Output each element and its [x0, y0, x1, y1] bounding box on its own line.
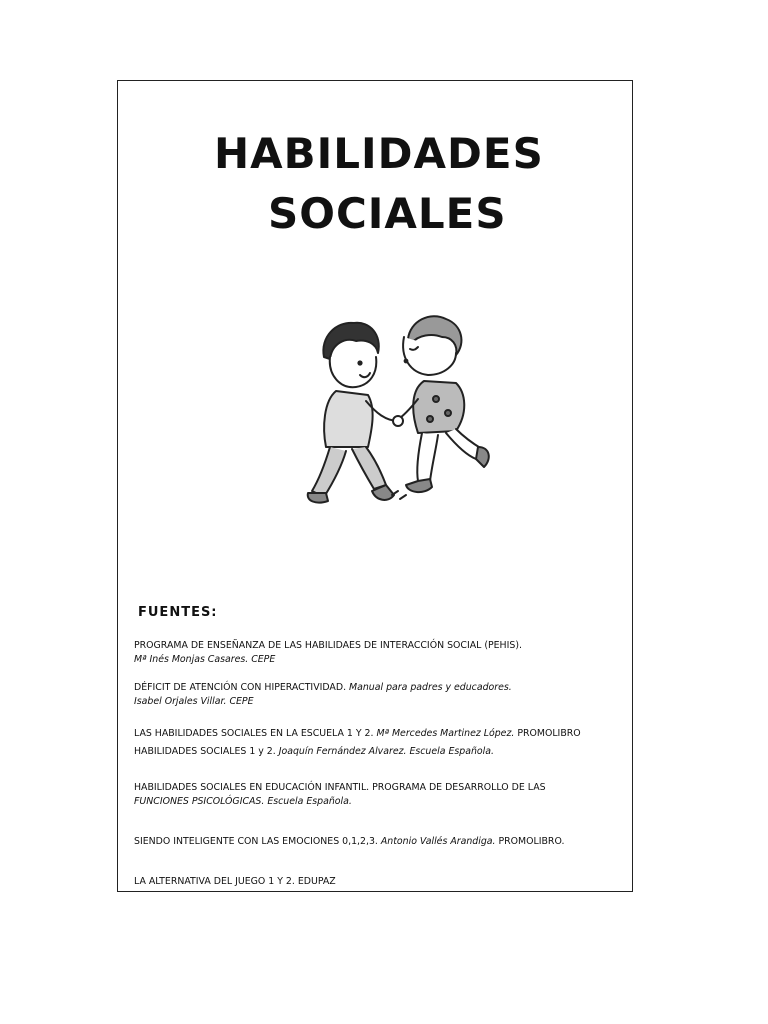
ref-subtitle: Manual para padres y educadores.: [346, 682, 512, 693]
sources-list: [134, 639, 624, 889]
ref-author: Isabel Orjales Villar. CEPE: [134, 696, 254, 707]
ref-title: HABILIDADES SOCIALES 1 y 2.: [134, 746, 276, 757]
two-children-illustration-icon: [306, 309, 496, 519]
list-item: [134, 727, 624, 741]
ref-author: Antonio Vallés Arandiga.: [377, 836, 496, 847]
ref-author: Mª Mercedes Martinez López.: [373, 728, 515, 739]
list-item: [134, 835, 624, 849]
ref-publisher: Escuela Española.: [264, 796, 352, 807]
list-item: [134, 639, 624, 667]
list-item: [134, 875, 624, 889]
ref-publisher: PROMOLIBRO.: [495, 836, 565, 847]
ref-title-cont: FUNCIONES PSICOLÓGICAS.: [134, 796, 265, 807]
ref-title: LAS HABILIDADES SOCIALES EN LA ESCUELA 1 Y 2.: [134, 728, 374, 739]
title-line-1: HABILIDADES: [214, 129, 544, 178]
ref-author: Mª Inés Monjas Casares. CEPE: [134, 654, 276, 665]
ref-author: Joaquín Fernández Alvarez. Escuela Española.: [275, 746, 494, 757]
page-frame: [117, 80, 633, 892]
ref-title: LA ALTERNATIVA DEL JUEGO 1 Y 2. EDUPAZ: [134, 876, 336, 887]
title-line-2: SOCIALES: [268, 189, 507, 238]
list-item: [134, 781, 624, 809]
ref-title: SIENDO INTELIGENTE CON LAS EMOCIONES 0,1,2,3.: [134, 836, 378, 847]
list-item: [134, 745, 624, 759]
sources-heading: FUENTES:: [138, 605, 218, 620]
ref-title: PROGRAMA DE ENSEÑANZA DE LAS HABILIDAES DE INTERACCIÓN SOCIAL (PEHIS).: [134, 640, 522, 651]
ref-title: DÉFICIT DE ATENCIÓN CON HIPERACTIVIDAD.: [134, 682, 347, 693]
ref-publisher: PROMOLIBRO: [514, 728, 581, 739]
ref-title: HABILIDADES SOCIALES EN EDUCACIÓN INFANTIL. PROGRAMA DE DESARROLLO DE LAS: [134, 782, 546, 793]
list-item: [134, 681, 624, 709]
